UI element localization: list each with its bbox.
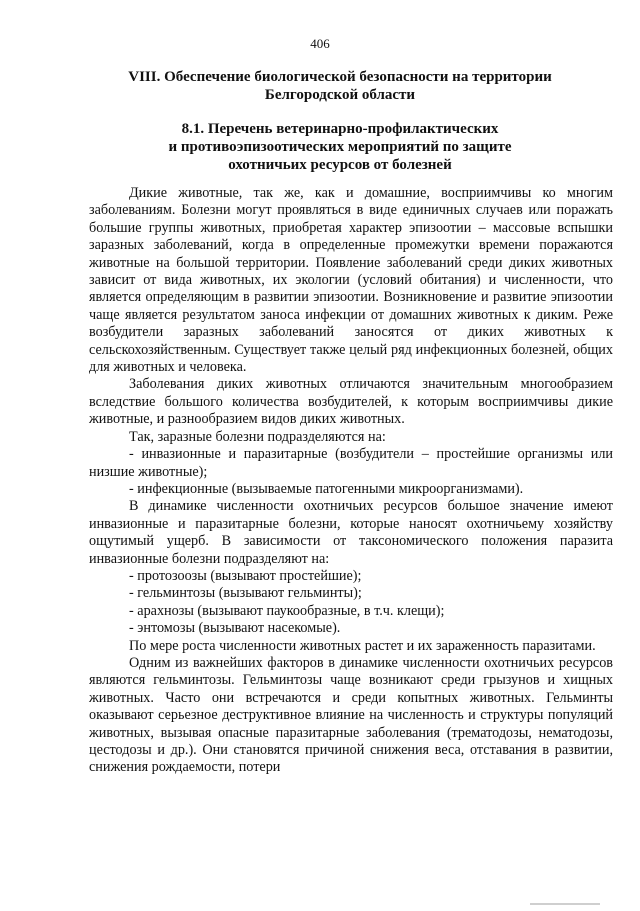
subsection-title	[60, 120, 620, 174]
body-text	[89, 185, 613, 777]
list-item-helminthoses: - гельминтозы (вызывают гельминты);	[129, 585, 362, 602]
subsection-title-line-2: и противоэпизоотических мероприятий по защите	[168, 139, 512, 155]
paragraph-intro: Дикие животные, так же, как и домашние, восприимчивы ко многим заболеваниям. Болезни могут проявляться в виде единичных случаев или поражать большие группы животных, приобретая характер эпизоотии – массовые вспышки заразных заболеваний, когда в определенные промежутки времени поражаются животные на большой территории. Появление заболеваний среди диких животных зависит от вида животных, их экологии (условий обитания) и численности, что является определяющим в развитии эпизоотии. Возникновение и развитие эпизоотии чаще является результатом заноса инфекции от домашних животных к диким. Реже возбудители заразных заболеваний заносятся от диких животных к сельскохозяйственным. Существует также целый ряд инфекционных болезней, общих для животных и человека.	[89, 185, 613, 376]
section-title	[60, 68, 620, 104]
list-item-invasive: - инвазионные и паразитарные (возбудители – простейшие организмы или низшие животные);	[89, 446, 613, 480]
list-item-infectious: - инфекционные (вызываемые патогенными микроорганизмами).	[129, 480, 524, 497]
list-item-arachnoses: - арахнозы (вызывают паукообразные, в т.ч. клещи);	[129, 602, 445, 619]
section-title-line-2: Белгородской области	[264, 87, 416, 103]
paragraph-infestation-growth: По мере роста численности животных растет и их зараженность паразитами.	[129, 637, 596, 654]
paragraph-invasive-diseases: В динамике численности охотничьих ресурсов большое значение имеют инвазионные и паразитарные болезни, которые наносят охотничьему хозяйству ощутимый ущерб. В зависимости от таксономического положения паразита инвазионные болезни подразделяют на:	[89, 498, 613, 567]
list-item-protozooses: - протозоозы (вызывают простейшие);	[129, 567, 362, 584]
paragraph-classification-intro: Так, заразные болезни подразделяются на:	[129, 428, 386, 445]
subsection-title-line-3: охотничьих ресурсов от болезней	[228, 157, 452, 173]
paragraph-helminthoses: Одним из важнейших факторов в динамике численности охотничьих ресурсов являются гельминтозы. Гельминтозы чаще возникают среди грызунов и хищных животных. Часто они встречаются и среди копытных животных. Гельминты оказывают серьезное деструктивное влияние на численность и структуры популяций животных, вызывая опасные паразитарные заболевания (трематодозы, нематодозы, цестодозы и др.). Они становятся причиной снижения веса, отставания в развитии, снижения рождаемости, потери	[89, 654, 613, 776]
list-item-entomoses: - энтомозы (вызывают насекомые).	[129, 620, 341, 637]
paragraph-diversity: Заболевания диких животных отличаются значительным многообразием вследствие большого количества возбудителей, к которым восприимчивы дикие животные, и разнообразием видов диких животных.	[89, 376, 613, 428]
subsection-title-line-1: 8.1. Перечень ветеринарно-профилактических	[181, 121, 499, 137]
scan-artifact-line	[530, 903, 600, 905]
section-title-line-1: VIII. Обеспечение биологической безопасности на территории	[128, 69, 552, 85]
page-number: 406	[310, 36, 330, 51]
